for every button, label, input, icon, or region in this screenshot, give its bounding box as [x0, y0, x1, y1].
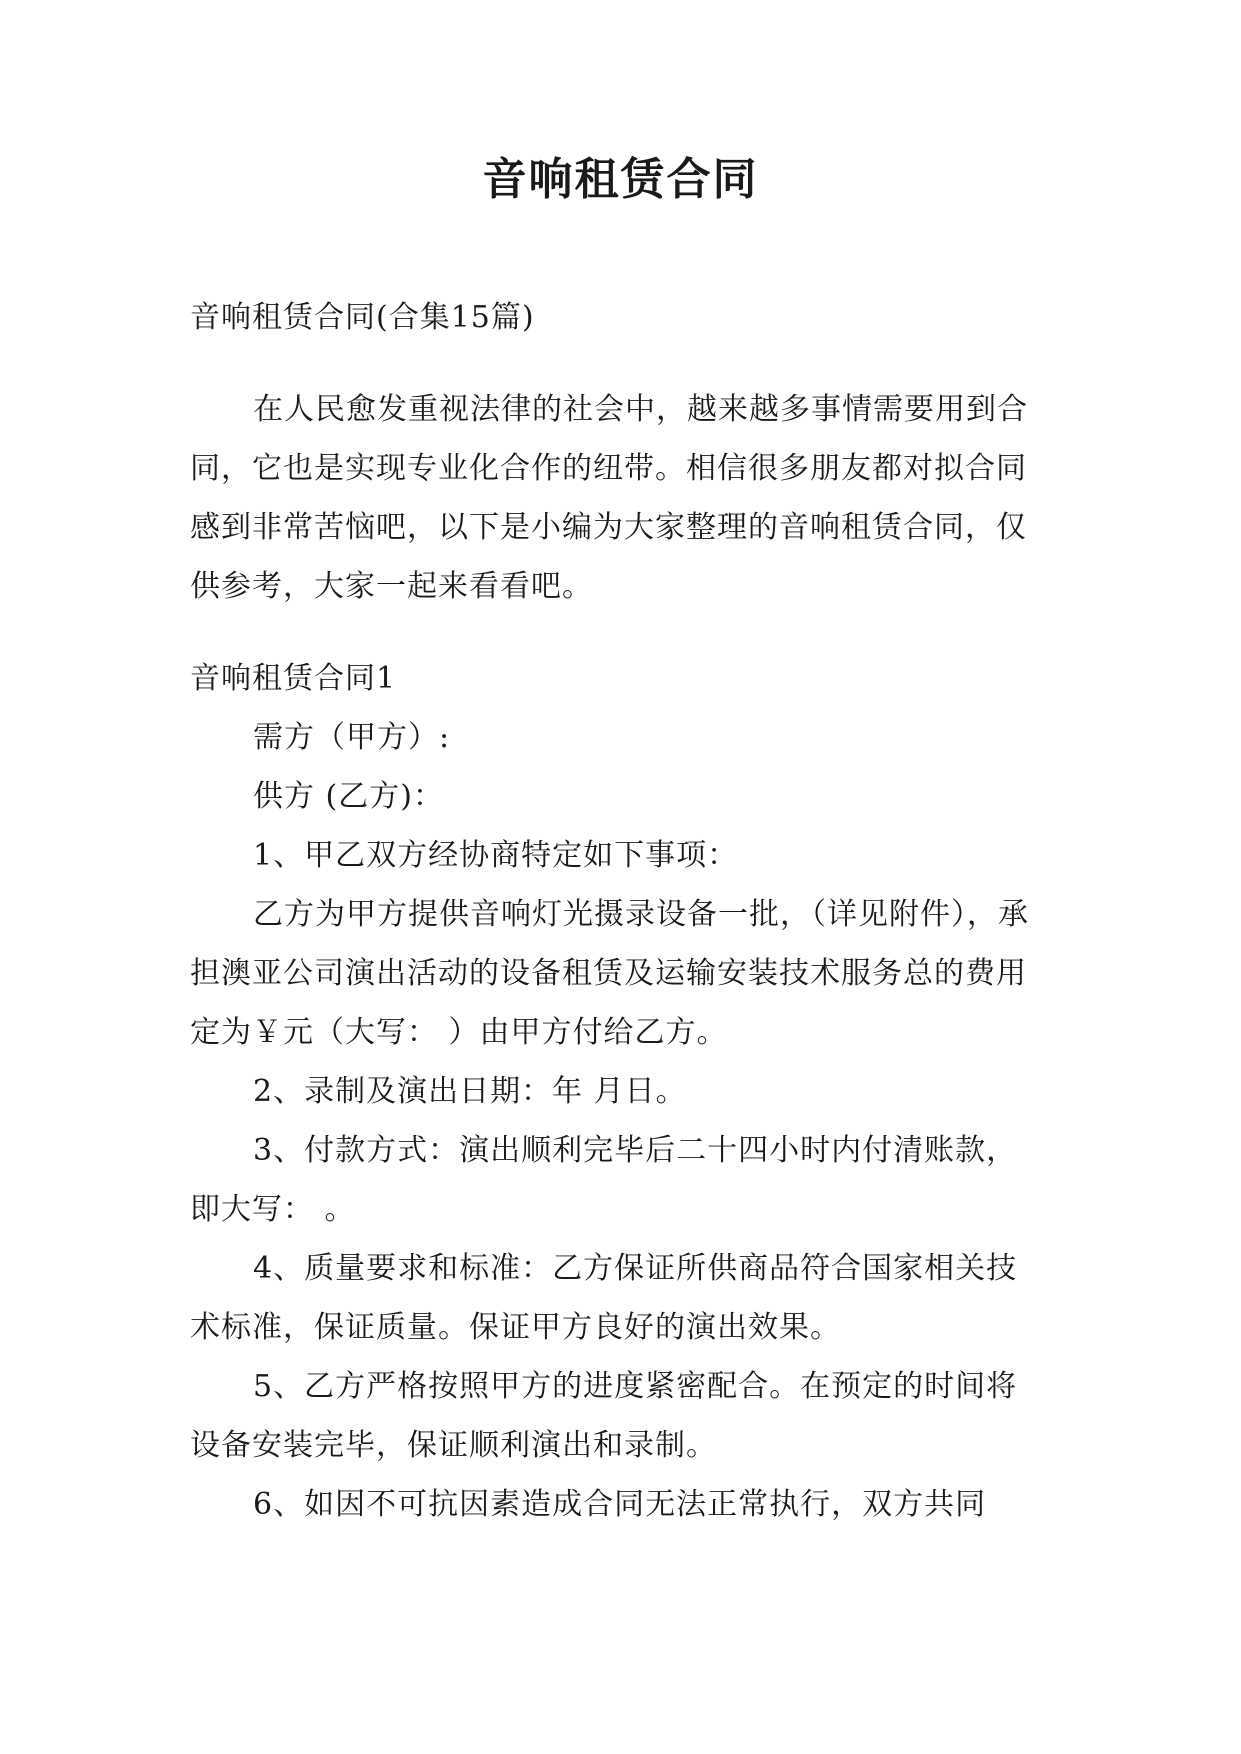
document-subtitle: 音响租赁合同(合集15篇)	[190, 300, 535, 335]
clause-6: 6、如因不可抗因素造成合同无法正常执行，双方共同	[253, 1487, 987, 1522]
clause-1-detail: 乙方为甲方提供音响灯光摄录设备一批，（详见附件），承担澳亚公司演出活动的设备租赁及运输安装技术服务总的费用定为￥元（大写： ）由甲方付给乙方。	[190, 897, 1029, 1050]
clause-2: 2、录制及演出日期：年 月日。	[253, 1074, 687, 1109]
document-title: 音响租赁合同	[482, 154, 759, 205]
section-heading: 音响租赁合同1	[190, 661, 397, 696]
intro-paragraph: 在人民愈发重视法律的社会中，越来越多事情需要用到合同，它也是实现专业化合作的纽带。相信很多朋友都对拟合同感到非常苦恼吧，以下是小编为大家整理的音响租赁合同，仅供参考，大家一起来看看吧。	[190, 392, 1028, 604]
document-body	[190, 288, 1048, 1534]
clause-3: 3、付款方式：演出顺利完毕后二十四小时内付清账款，即大写： 。	[190, 1133, 1018, 1227]
party-a-line: 需方（甲方）:	[253, 720, 451, 755]
clause-1: 1、甲乙双方经协商特定如下事项：	[253, 838, 739, 873]
party-b-line: 供方 (乙方)：	[253, 779, 444, 814]
clause-5: 5、乙方严格按照甲方的进度紧密配合。在预定的时间将设备安装完毕，保证顺利演出和录制。	[190, 1369, 1018, 1463]
clause-4: 4、质量要求和标准：乙方保证所供商品符合国家相关技术标准，保证质量。保证甲方良好的演出效果。	[190, 1251, 1018, 1345]
